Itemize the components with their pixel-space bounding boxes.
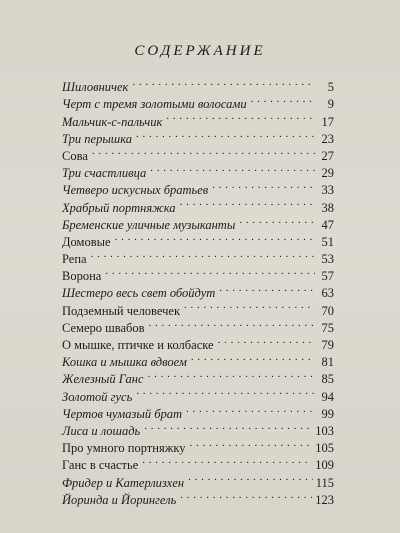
toc-entry-page: 94 [321,389,334,404]
dot-leader [140,452,312,469]
toc-entry-title: Ворона [62,269,102,284]
toc-entry-page: 9 [327,97,334,112]
toc-entry-page: 99 [321,406,334,421]
toc-entry-title: О мышке, птичке и колбаске [62,338,214,352]
dot-leader [148,160,315,177]
toc-entry-title: Ганс в счастье [62,458,139,473]
toc-entry-title: Подземный человечек [62,303,181,318]
toc-entry-page: 85 [321,372,334,387]
dot-leader [237,212,315,229]
toc-entry [62,160,334,181]
toc-entry-page: 5 [327,80,334,95]
toc-entry-page: 27 [321,148,334,163]
dot-leader [146,366,315,383]
toc-entry-title: Три перышка [62,131,133,146]
toc-entry-page: 29 [321,166,334,181]
dot-leader [130,74,315,91]
toc-entry-title: Домовые [62,234,111,249]
toc-entry-page: 103 [315,423,334,438]
toc-entry-page: 47 [321,217,334,232]
dot-leader [113,229,315,246]
toc-entry-title: Семеро швабов [62,320,145,335]
dot-leader [164,108,315,125]
dot-leader [217,280,315,297]
toc-entry-title: Сова [62,148,88,163]
toc-entry-page: 57 [321,269,334,284]
toc-entry-title: Йоринда и Йорингель [62,492,177,507]
toc-entry-title: Кошка и мышка вдвоем [62,355,187,370]
dot-leader [178,194,315,211]
dot-leader [142,418,312,435]
dot-leader [189,349,315,366]
toc-entry-title: Репа [62,252,87,267]
toc-entry-page: 17 [321,114,334,129]
dot-leader [186,469,313,486]
dot-leader [89,246,315,263]
toc-entry-title: Черт с тремя золотыми волосами [62,97,247,112]
dot-leader [90,143,315,160]
toc-entry-page: 63 [321,286,334,301]
toc-entry-title: Про умного портняжку [62,441,186,456]
dot-leader [134,126,315,143]
dot-leader [249,91,315,108]
toc-entry-title: Три счастливца [62,166,147,181]
toc-entry-page: 33 [321,183,334,198]
toc-entry-title: Бременские уличные музыканты [62,217,236,232]
toc-entry [62,74,334,95]
page-title: СОДЕРЖАНИЕ [134,43,266,59]
dot-leader [147,315,315,332]
toc-entry-page: 79 [321,338,334,352]
toc-entry-page: 70 [321,303,334,318]
toc-entry [62,143,334,163]
toc-entry-page: 105 [315,441,334,456]
toc-entry-title: Железный Ганс [62,372,144,387]
toc-entry-page: 23 [321,131,334,146]
toc-entry-page: 123 [315,492,334,507]
dot-leader [210,177,315,194]
toc-entry-title: Золотой гусь [62,389,133,404]
dot-leader [178,487,312,504]
toc-entry-page: 109 [315,458,334,473]
dot-leader [134,383,315,400]
dot-leader [182,297,315,314]
toc-entry-title: Фридер и Катерлизхен [62,475,185,490]
dot-leader [103,263,315,280]
toc-entry-page: 75 [321,320,334,335]
toc-entry-title: Храбрый портняжка [62,200,176,215]
toc-entry-page: 53 [321,252,334,267]
toc-entry-title: Четверо искусных братьев [62,183,209,198]
toc-entry [62,246,334,267]
toc-entry-page: 51 [321,234,334,249]
toc-entry-page: 81 [321,355,334,370]
toc-entry-page: 115 [315,475,334,490]
dot-leader [188,435,313,452]
toc-entry-title: Шиловничек [62,80,129,95]
dot-leader [216,332,315,349]
table-of-contents [62,74,334,507]
toc-entry-title: Мальчик-с-пальчик [62,114,163,129]
toc-entry-page: 38 [321,200,334,215]
toc-entry-title: Шестеро весь свет обойдут [62,286,216,301]
toc-entry-title: Чертов чумазый брат [62,406,183,421]
toc-entry [62,263,334,284]
toc-entry-title: Лиса и лошадь [62,423,141,438]
dot-leader [184,401,315,418]
